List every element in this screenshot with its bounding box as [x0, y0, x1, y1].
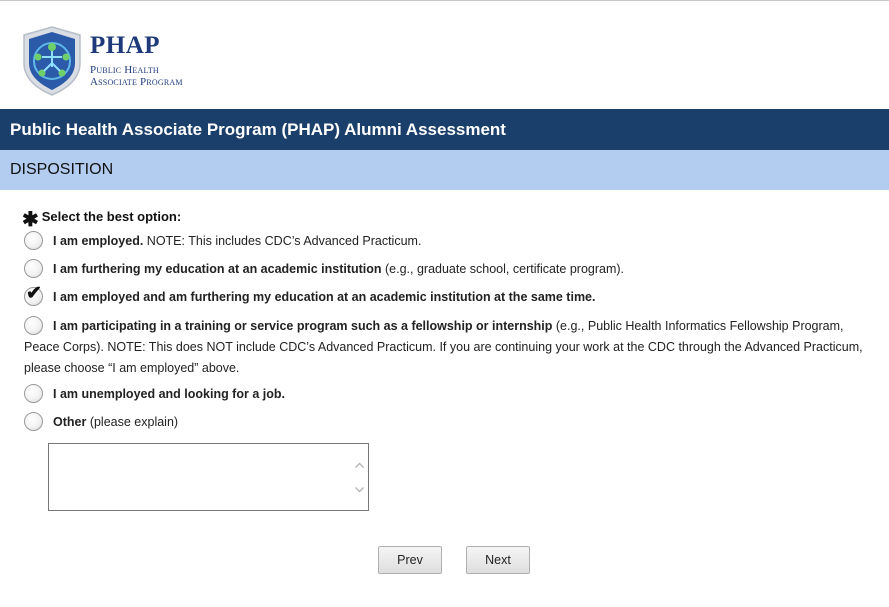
chevron-down-icon[interactable] — [354, 484, 365, 495]
option-education[interactable] — [24, 259, 864, 280]
option-note-text: (e.g., graduate school, certificate program). — [381, 262, 625, 276]
option-bold-text: I am employed. — [53, 234, 144, 248]
option-bold-text: Other — [53, 415, 87, 429]
logo-subtitle — [90, 64, 183, 88]
logo-subtitle-line1: Public Health — [90, 64, 159, 76]
phap-logo — [20, 25, 220, 97]
option-employed[interactable] — [24, 231, 864, 252]
question-label: Select the best option: — [41, 209, 182, 224]
radio-button[interactable] — [24, 259, 43, 278]
survey-title: Public Health Associate Program (PHAP) Alumni Assessment — [10, 120, 506, 139]
option-bold-text: I am participating in a training or service program such as a fellowship or internship — [53, 319, 553, 333]
logo-subtitle-line2: Associate Program — [90, 76, 183, 88]
survey-title-bar — [0, 109, 889, 150]
section-header — [0, 150, 889, 190]
option-employed-and-education[interactable] — [24, 283, 864, 308]
option-bold-text: I am unemployed and looking for a job. — [53, 387, 285, 401]
other-explain-textarea[interactable] — [49, 444, 351, 510]
option-note-text: (please explain) — [86, 415, 179, 429]
textarea-scrollbar[interactable] — [351, 444, 368, 510]
radio-button-selected[interactable] — [24, 283, 43, 306]
chevron-up-icon[interactable] — [354, 460, 365, 471]
radio-button[interactable] — [24, 384, 43, 403]
top-divider — [0, 0, 889, 1]
option-note-text: (e.g., Public Health Informatics Fellowship Program, Peace Corps). NOTE: This does NOT include CDC’s Advanced Practicum. If you are continuing your work at the CDC through the Advanced Practicum, please choose “I am employed” above. — [24, 319, 863, 375]
question-prompt — [22, 207, 181, 232]
radio-button[interactable] — [24, 412, 43, 431]
option-bold-text: I am employed and am furthering my education at an academic institution at the same time. — [53, 290, 596, 304]
logo-title: PHAP — [90, 32, 161, 59]
shield-logo-icon — [20, 25, 84, 97]
radio-button[interactable] — [24, 231, 43, 250]
option-training-program[interactable] — [24, 316, 864, 379]
radio-button[interactable] — [24, 316, 43, 335]
checkmark-icon: ✔ — [26, 283, 42, 304]
next-button[interactable]: Next — [466, 546, 530, 574]
prev-button[interactable]: Prev — [378, 546, 442, 574]
other-explain-box[interactable] — [48, 443, 369, 511]
option-unemployed[interactable] — [24, 384, 864, 405]
option-note-text: NOTE: This includes CDC’s Advanced Practicum. — [143, 234, 422, 248]
section-title: DISPOSITION — [10, 161, 114, 178]
option-other[interactable] — [24, 412, 864, 433]
asterisk-icon: ✱ — [22, 209, 39, 231]
option-bold-text: I am furthering my education at an academic institution — [53, 262, 382, 276]
